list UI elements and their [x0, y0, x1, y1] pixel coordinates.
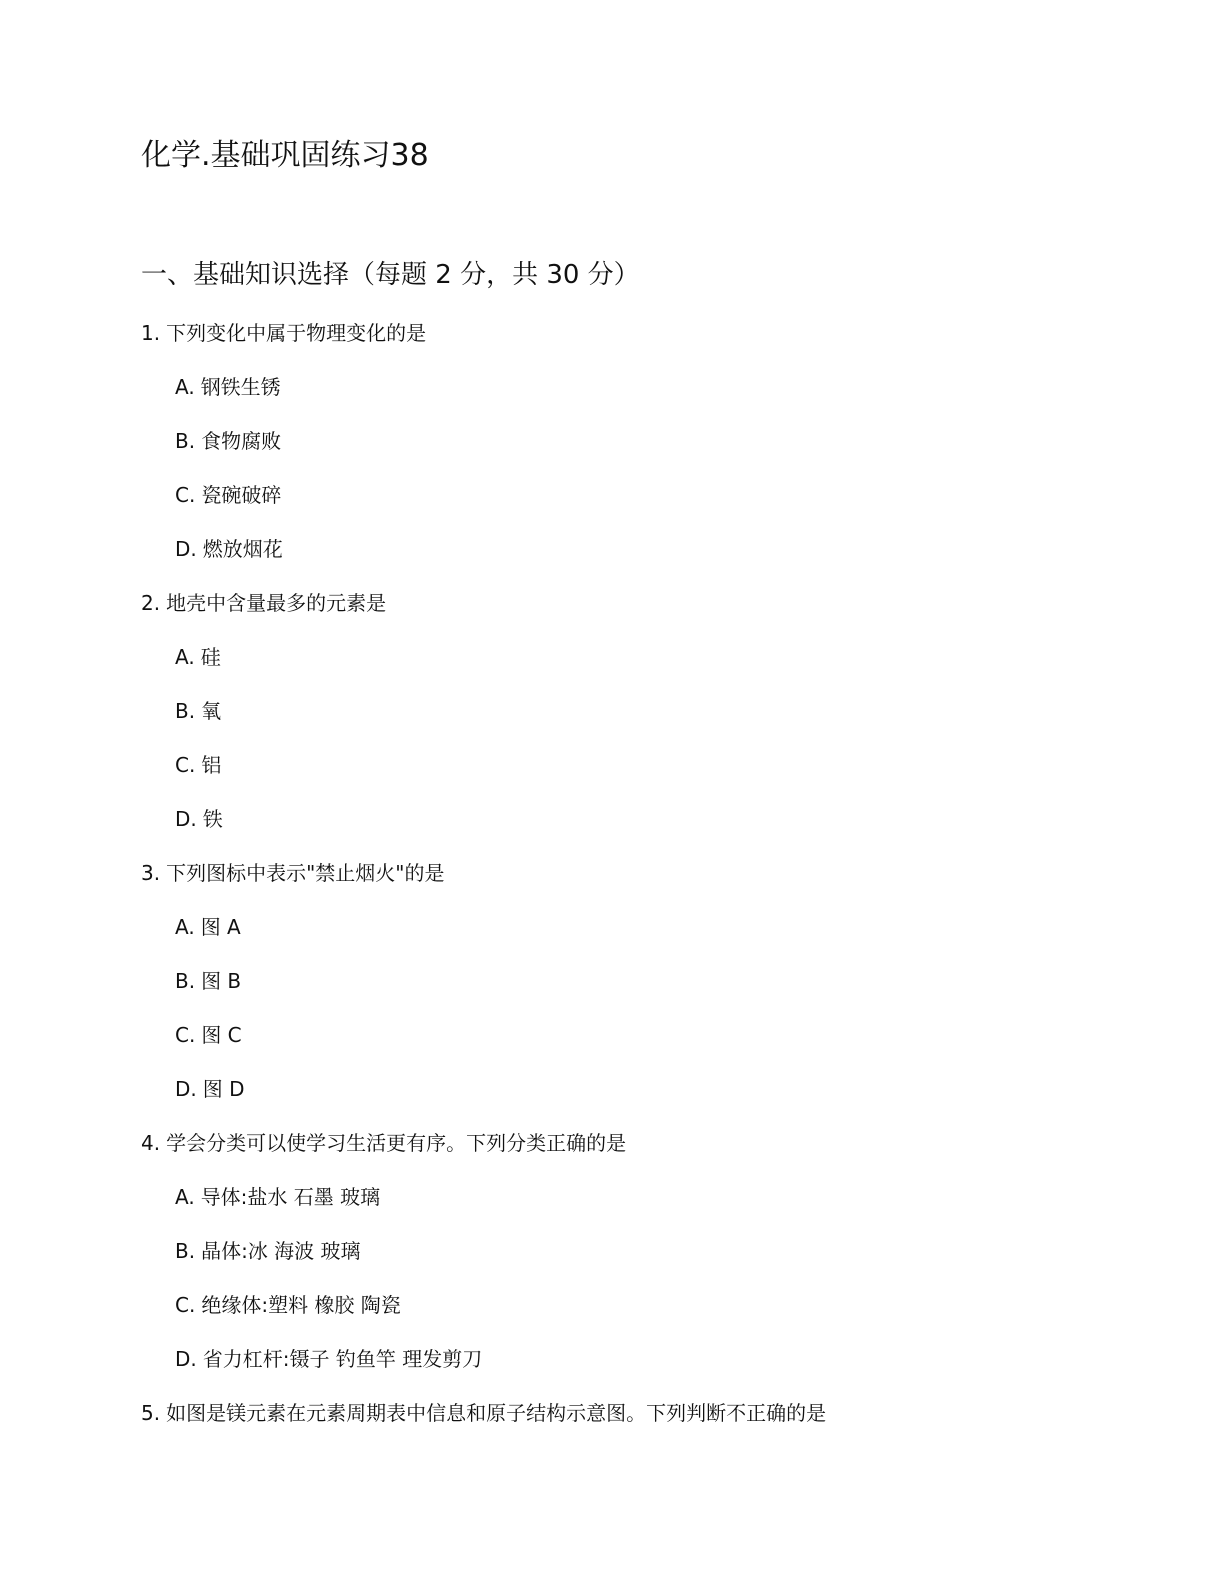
- question-2: [141, 588, 386, 618]
- option-text: 图 D: [202, 1077, 245, 1101]
- option-letter: D.: [175, 1077, 197, 1101]
- option-letter: D.: [175, 1347, 197, 1371]
- section-heading: 一、基础知识选择（每题 2 分，共 30 分）: [141, 260, 640, 290]
- option-text: 瓷碗破碎: [201, 483, 282, 507]
- option-text: 硅: [200, 645, 221, 669]
- option-letter: D.: [175, 537, 197, 561]
- question-2-option-d: [175, 804, 223, 834]
- option-text: 晶体:冰 海波 玻璃: [201, 1239, 361, 1263]
- question-number: 2.: [141, 591, 161, 615]
- question-1-option-d: [175, 534, 283, 564]
- option-text: 省力杠杆:镊子 钓鱼竿 理发剪刀: [202, 1347, 483, 1371]
- question-2-option-a: [175, 642, 221, 672]
- option-text: 铝: [201, 753, 222, 777]
- option-text: 燃放烟花: [202, 537, 283, 561]
- question-1-option-c: [175, 480, 281, 510]
- question-2-option-b: [175, 696, 221, 726]
- page-title: 化学.基础巩固练习38: [141, 138, 429, 173]
- option-letter: B.: [175, 699, 196, 723]
- option-text: 绝缘体:塑料 橡胶 陶瓷: [201, 1293, 401, 1317]
- option-text: 铁: [202, 807, 223, 831]
- question-4-option-c: [175, 1290, 401, 1320]
- question-number: 3.: [141, 861, 161, 885]
- option-text: 图 A: [200, 915, 241, 939]
- question-number: 1.: [141, 321, 161, 345]
- option-text: 图 B: [201, 969, 242, 993]
- question-text: 下列图标中表示"禁止烟火"的是: [166, 861, 445, 885]
- question-3-option-a: [175, 912, 241, 942]
- question-2-option-c: [175, 750, 221, 780]
- option-letter: A.: [175, 645, 195, 669]
- option-letter: C.: [175, 1293, 196, 1317]
- option-letter: D.: [175, 807, 197, 831]
- option-letter: A.: [175, 375, 195, 399]
- question-4-option-b: [175, 1236, 361, 1266]
- question-1-option-b: [175, 426, 281, 456]
- option-letter: B.: [175, 429, 196, 453]
- option-letter: C.: [175, 1023, 196, 1047]
- option-letter: B.: [175, 1239, 196, 1263]
- question-number: 5.: [141, 1401, 161, 1425]
- question-3-option-b: [175, 966, 241, 996]
- question-1-option-a: [175, 372, 281, 402]
- option-letter: B.: [175, 969, 196, 993]
- option-text: 导体:盐水 石墨 玻璃: [200, 1185, 381, 1209]
- question-text: 学会分类可以使学习生活更有序。下列分类正确的是: [166, 1131, 627, 1155]
- option-letter: A.: [175, 1185, 195, 1209]
- option-text: 钢铁生锈: [200, 375, 281, 399]
- question-4-option-a: [175, 1182, 380, 1212]
- option-text: 氧: [201, 699, 222, 723]
- question-4-option-d: [175, 1344, 482, 1374]
- question-text: 如图是镁元素在元素周期表中信息和原子结构示意图。下列判断不正确的是: [166, 1401, 827, 1425]
- question-5: [141, 1398, 826, 1428]
- question-number: 4.: [141, 1131, 161, 1155]
- option-text: 图 C: [201, 1023, 242, 1047]
- question-3-option-d: [175, 1074, 245, 1104]
- question-text: 下列变化中属于物理变化的是: [166, 321, 427, 345]
- question-text: 地壳中含量最多的元素是: [166, 591, 387, 615]
- question-3: [141, 858, 445, 888]
- question-1: [141, 318, 426, 348]
- option-letter: A.: [175, 915, 195, 939]
- option-letter: C.: [175, 483, 196, 507]
- option-text: 食物腐败: [201, 429, 282, 453]
- question-3-option-c: [175, 1020, 242, 1050]
- option-letter: C.: [175, 753, 196, 777]
- question-4: [141, 1128, 626, 1158]
